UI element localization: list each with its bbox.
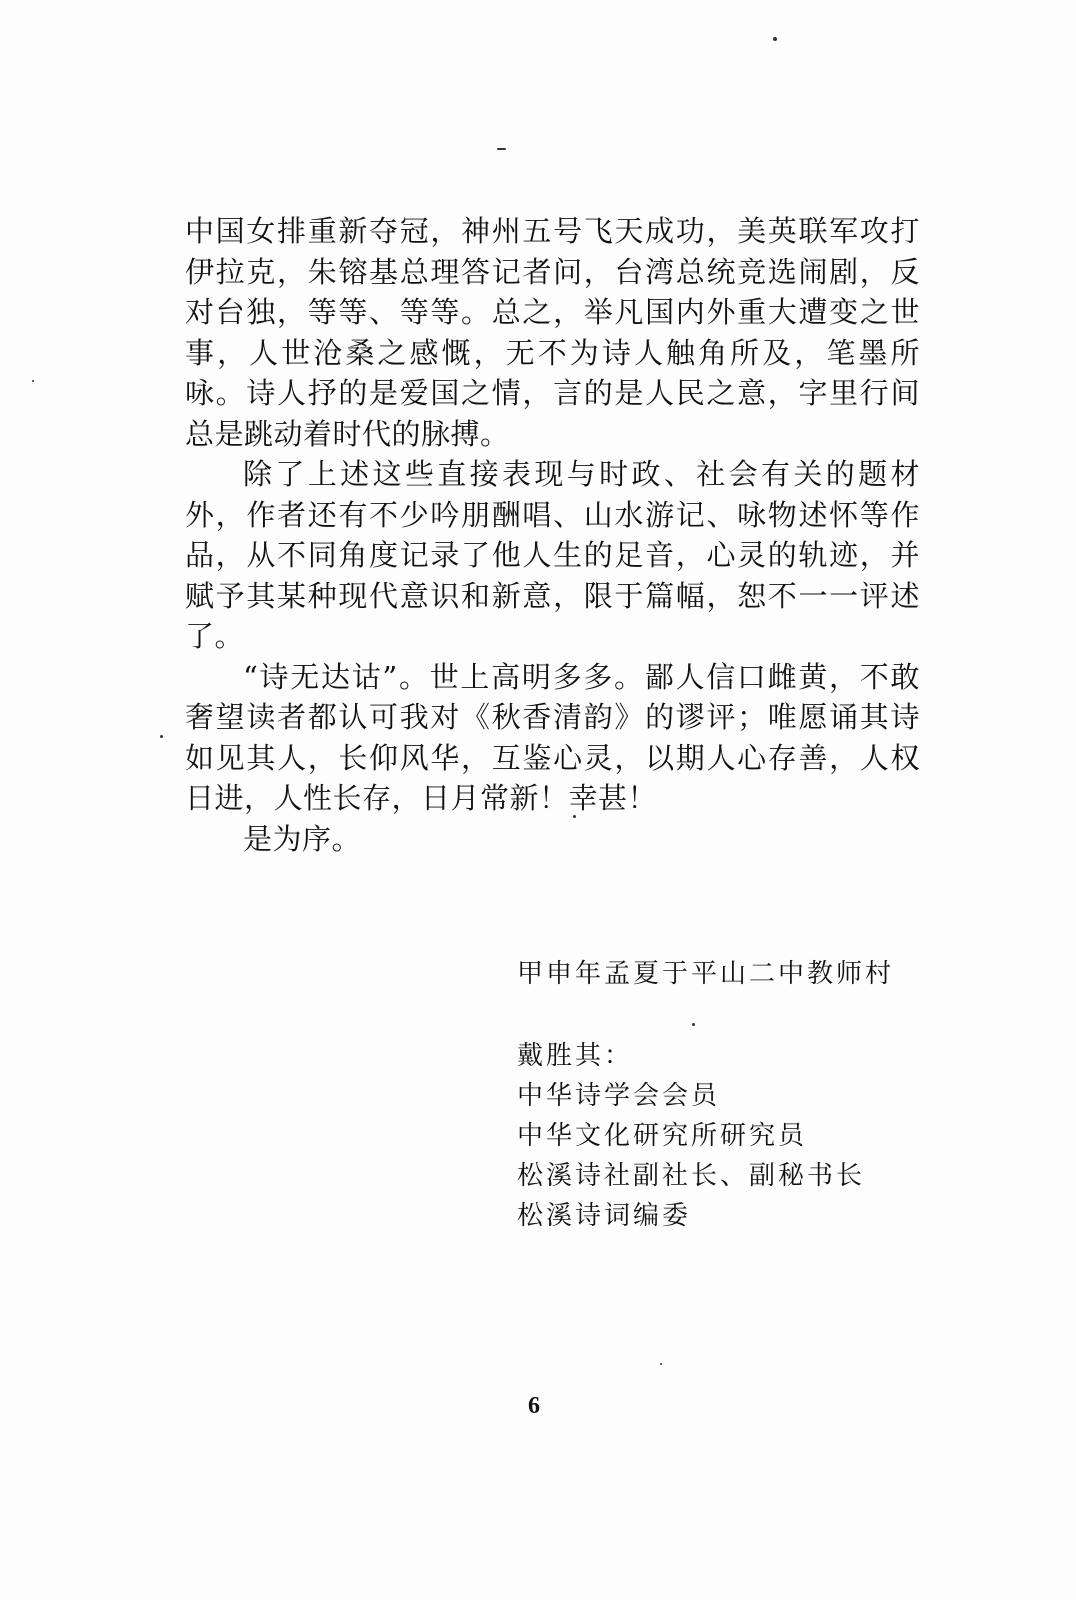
scan-speck [497, 148, 506, 150]
date-place-line: 甲申年孟夏于平山二中教师村 [517, 959, 895, 989]
author-title-3: 松溪诗社副社长、副秘书长 [517, 1161, 866, 1191]
page-number: 6 [528, 1393, 540, 1419]
author-block [517, 1036, 894, 1236]
scan-speck [32, 380, 34, 382]
scan-speck [773, 37, 777, 41]
scan-speck [160, 735, 163, 738]
scan-speck [573, 815, 576, 818]
paragraph-2: 除了上述这些直接表现与时政、社会有关的题材外，作者还有不少吟朋酬唱、山水游记、咏物述怀等作品，从不同角度记录了他人生的足音，心灵的轨迹，并赋予其某种现代意识和新意，限于篇幅，恕不一一评述了。 [185, 457, 920, 653]
author-title-1: 中华诗学会会员 [517, 1081, 721, 1111]
author-title-4: 松溪诗词编委 [517, 1201, 692, 1231]
signature-block [517, 954, 894, 1236]
paragraph-1: 中国女排重新夺冠，神州五号飞天成功，美英联军攻打伊拉克，朱镕基总理答记者问，台湾总统竞选闹剧，反对台独，等等、等等。总之，举凡国内外重大遭变之世事，人世沧桑之感慨，无不为诗人触角所及，笔墨所咏。诗人抒的是爱国之情，言的是人民之意，字里行间总是跳动着时代的脉搏。 [185, 214, 920, 451]
author-title-2: 中华文化研究所研究员 [517, 1121, 808, 1151]
author-name: 戴胜其： [517, 1041, 634, 1071]
body-text [185, 211, 920, 859]
scan-speck [692, 1023, 695, 1026]
paragraph-4: 是为序。 [243, 821, 362, 856]
paragraph-3: “诗无达诂”。世上高明多多。鄙人信口雌黄，不敢奢望读者都认可我对《秋香清韵》的谬评；唯愿诵其诗如见其人，长仰风华，互鉴心灵，以期人心存善，人权日进，人性长存，日月常新！幸甚！ [185, 659, 920, 815]
scan-speck [660, 1363, 662, 1365]
